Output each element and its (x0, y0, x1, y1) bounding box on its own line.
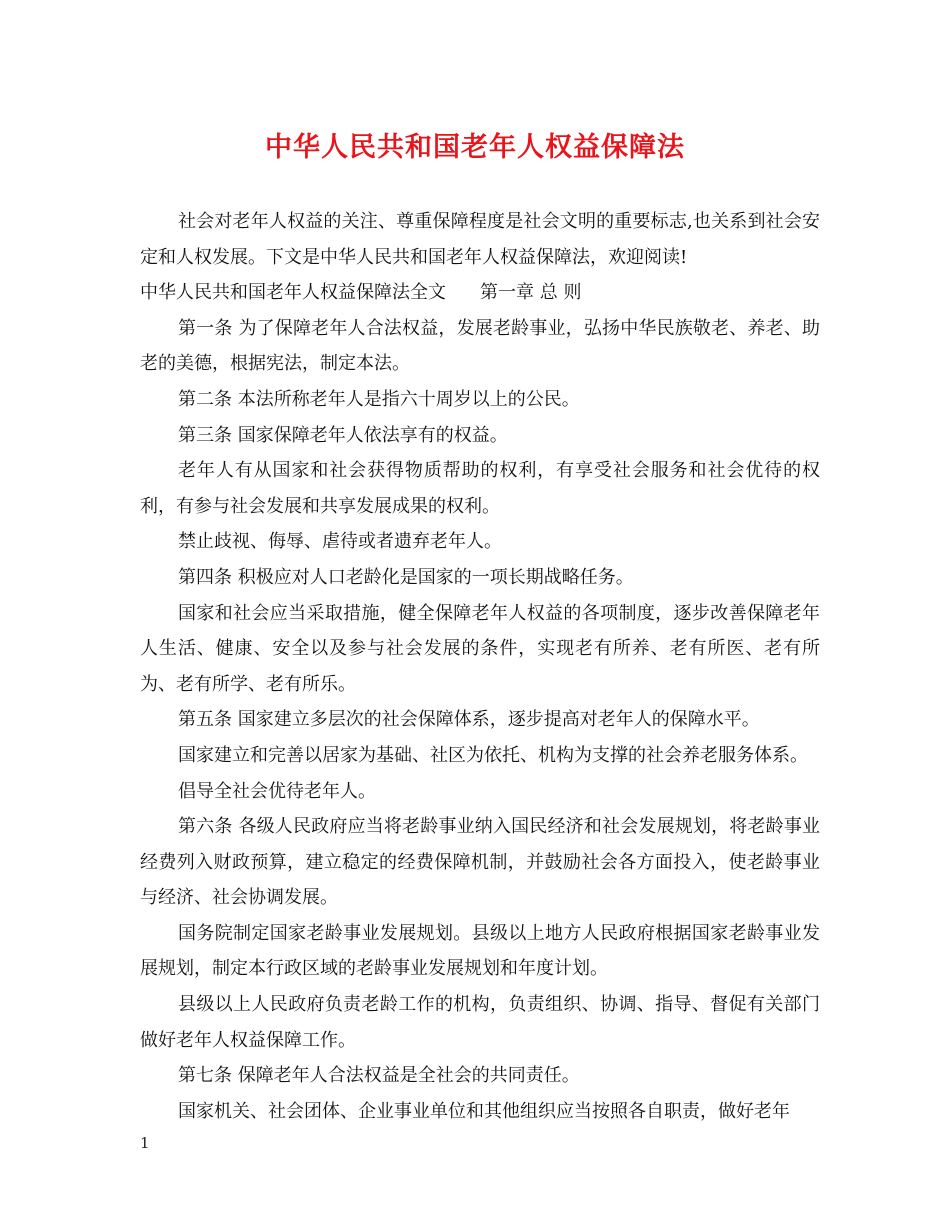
article-4-clause-1: 国家和社会应当采取措施，健全保障老年人权益的各项制度，逐步改善保障老年人生活、健康、安全以及参与社会发展的条件，实现老有所养、老有所医、老有所为、老有所学、老有所乐。 (140, 602, 820, 695)
page-number: 1 (140, 1134, 150, 1152)
document-title: 中华人民共和国老年人权益保障法 (265, 132, 685, 163)
fulltext-label: 中华人民共和国老年人权益保障法全文 (140, 282, 446, 304)
article-2: 第二条 本法所称老年人是指六十周岁以上的公民。 (178, 388, 580, 410)
article-5-clause-2: 倡导全社会优待老年人。 (178, 780, 376, 802)
article-5-clause-1: 国家建立和完善以居家为基础、社区为依托、机构为支撑的社会养老服务体系。 (178, 744, 808, 766)
article-7: 第七条 保障老年人合法权益是全社会的共同责任。 (178, 1065, 580, 1087)
article-4: 第四条 积极应对人口老龄化是国家的一项长期战略任务。 (178, 566, 634, 588)
chapter-heading: 第一章 总 则 (480, 282, 582, 304)
intro-paragraph: 社会对老年人权益的关注、尊重保障程度是社会文明的重要标志,也关系到社会安定和人权发展。下文是中华人民共和国老年人权益保障法，欢迎阅读! (140, 211, 820, 268)
fulltext-heading-line (140, 275, 820, 311)
article-3-clause-2: 禁止歧视、侮辱、虐待或者遗弃老年人。 (178, 531, 502, 553)
article-6: 第六条 各级人民政府应当将老龄事业纳入国民经济和社会发展规划，将老龄事业经费列入财政预算，建立稳定的经费保障机制，并鼓励社会各方面投入，使老龄事业与经济、社会协调发展。 (140, 816, 820, 909)
article-3-clause-1: 老年人有从国家和社会获得物质帮助的权利，有享受社会服务和社会优待的权利，有参与社会发展和共享发展成果的权利。 (140, 460, 820, 517)
article-7-clause-1: 国家机关、社会团体、企业事业单位和其他组织应当按照各自职责，做好老年 (178, 1100, 790, 1122)
article-5: 第五条 国家建立多层次的社会保障体系，逐步提高对老年人的保障水平。 (178, 709, 760, 731)
article-3: 第三条 国家保障老年人依法享有的权益。 (178, 424, 508, 446)
document-body (140, 204, 820, 1129)
article-6-clause-2: 县级以上人民政府负责老龄工作的机构，负责组织、协调、指导、督促有关部门做好老年人权益保障工作。 (140, 994, 820, 1051)
article-1: 第一条 为了保障老年人合法权益，发展老龄事业，弘扬中华民族敬老、养老、助老的美德，根据宪法，制定本法。 (140, 317, 820, 375)
article-6-clause-1: 国务院制定国家老龄事业发展规划。县级以上地方人民政府根据国家老龄事业发展规划，制定本行政区域的老龄事业发展规划和年度计划。 (140, 922, 820, 980)
